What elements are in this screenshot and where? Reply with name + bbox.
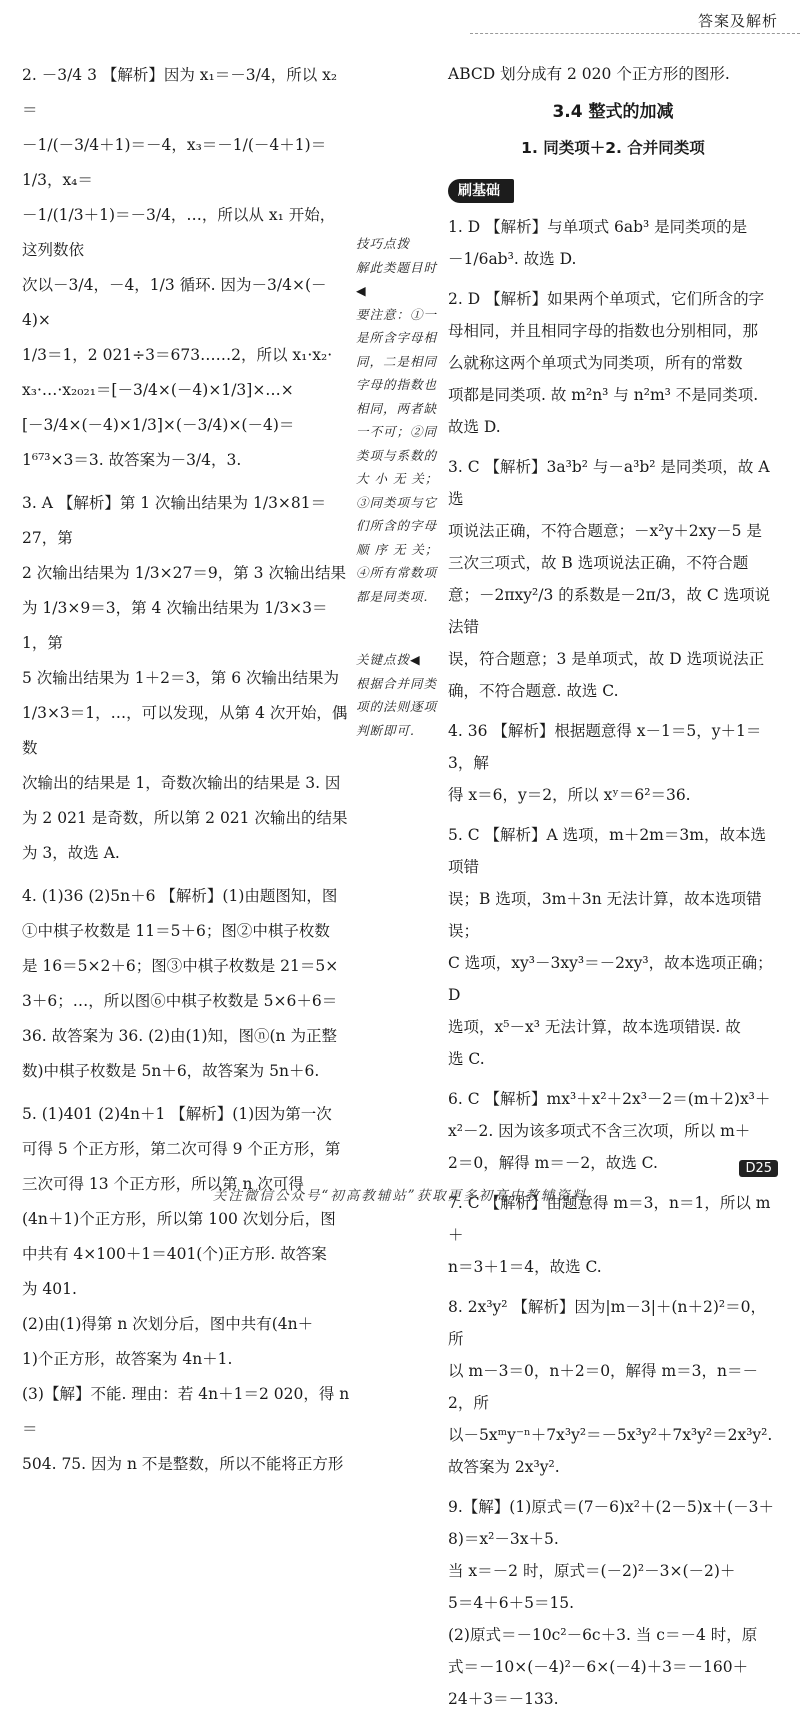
subsection-title: 1. 同类项＋2. 合并同类项 [521,139,705,157]
line: 关键点拨◀ [356,652,421,667]
line: 选项，x⁵－x³ 无法计算，故本选项错误. 故 [448,1018,741,1036]
line: 1/3×3＝1，…，可以发现，从第 4 次开始，偶数 [22,704,348,757]
line: 是 16＝5×2＋6；图③中棋子枚数是 21＝5× [22,957,339,975]
line: 次以－3/4，－4，1/3 循环. 因为－3/4×(－4)× [22,276,327,329]
line: 8. 2x³y² 【解析】因为|m－3|＋(n＋2)²＝0，所 [448,1298,766,1348]
line: (3)【解】不能. 理由：若 4n＋1＝2 020，得 n＝ [22,1385,350,1438]
line: x²－2. 因为该多项式不含三次项，所以 m＋ [448,1122,751,1140]
line: 4. 36 【解析】根据题意得 x－1＝5，y＋1＝3，解 [448,722,762,772]
continued-text: ABCD 划分成有 2 020 个正方形的图形. [448,65,730,83]
line: (2)原式＝－10c²－6c＋3. 当 c＝－4 时，原 [448,1626,758,1644]
line: 项都是同类项. 故 m²n³ 与 n²m³ 不是同类项. [448,386,759,404]
margin-notes [356,232,442,742]
line: 误；B 选项，3m＋3n 无法计算，故本选项错误； [448,890,762,940]
line: x₃·…·x₂₀₂₁＝[－3/4×(－4)×1/3]×…× [22,381,294,399]
line: 数)中棋子枚数是 5n＋6，故答案为 5n＋6. [22,1062,320,1080]
left-q4 [22,879,350,1089]
right-q6 [448,1083,778,1179]
line: －1/(1/3＋1)＝－3/4，…，所以从 x₁ 开始，这列数依 [22,206,336,259]
footer-note: 关注微信公众号“初高教辅站”获取更多初高中教辅资料 [212,1188,588,1204]
line: 技巧点拨 [356,236,411,251]
line: n＝3＋1＝4，故选 C. [448,1258,602,1276]
line: 意；－2πxy²/3 的系数是－2π/3，故 C 选项说法错 [448,586,771,636]
line: 为 401. [22,1280,77,1298]
line: 2 次输出结果为 1/3×27＝9，第 3 次输出结果 [22,564,346,582]
line: 为 2 021 是奇数，所以第 2 021 次输出的结果 [22,809,348,827]
line: 都是同类项. [356,588,429,604]
line: 为 3，故选 A. [22,844,120,862]
line: 以 m－3＝0，n＋2＝0，解得 m＝3，n＝－2，所 [448,1362,759,1412]
right-q1 [448,211,778,275]
line: (2)由(1)得第 n 次划分后，图中共有(4n＋ [22,1315,314,1333]
line: 7. C 【解析】由题意得 m＝3，n＝1，所以 m＋ [448,1194,771,1244]
left-q5 [22,1097,350,1482]
line: 三次可得 13 个正方形，所以第 n 次可得 [22,1175,304,1193]
line: 3＋6；…，所以图⑥中棋子枚数是 5×6＋6＝ [22,992,338,1010]
line: 5 次输出结果为 1＋2＝3，第 6 次输出结果为 [22,669,340,687]
line: 们所含的字母 [356,518,438,533]
line: 2＝0，解得 m＝－2，故选 C. [448,1154,658,1172]
line: 1. D 【解析】与单项式 6ab³ 是同类项的是 [448,218,748,236]
line: 36. 故答案为 36. (2)由(1)知，图ⓝ(n 为正整 [22,1027,337,1045]
left-column [22,58,350,1490]
line: 相同，两者缺 [356,400,438,416]
line: 要注意：①一 [356,306,438,322]
line: 确，不符合题意. 故选 C. [448,682,619,700]
line: －1/(－3/4＋1)＝－4，x₃＝－1/(－4＋1)＝1/3，x₄＝ [22,136,327,189]
line: 式＝－10×(－4)²－6×(－4)＋3＝－160＋ [448,1658,749,1676]
key-note [356,648,442,742]
line: ③同类项与它 [356,494,438,510]
line: 次输出的结果是 1，奇数次输出的结果是 3. 因 [22,774,341,792]
line: ④所有常数项 [356,565,438,580]
line: 可得 5 个正方形，第二次可得 9 个正方形，第 [22,1140,341,1158]
section-title: 3.4 整式的加减 [552,102,674,122]
line: 判断即可. [356,722,415,738]
left-q3 [22,486,350,871]
tip-note [356,232,442,608]
line: 5. C 【解析】A 选项，m＋2m＝3m，故本选项错 [448,826,766,876]
line: 以－5xᵐy⁻ⁿ＋7x³y²＝－5x³y²＋7x³y²＝2x³y². [448,1426,773,1444]
line: 1⁶⁷³×3＝3. 故答案为－3/4，3. [22,451,242,469]
line: 一不可；②同 [356,424,438,439]
line: 类项与系数的 [356,447,438,463]
line: 么就称这两个单项式为同类项，所有的常数 [448,354,743,372]
right-column [448,58,778,1723]
right-q3 [448,451,778,707]
page-number: D25 [739,1160,778,1177]
line: 24＋3＝－133. [448,1690,559,1708]
line: 选 C. [448,1050,485,1068]
line: 2. D 【解析】如果两个单项式，它们所含的字 [448,290,765,308]
header-title: 答案及解析 [697,12,778,30]
line: 5. (1)401 (2)4n＋1 【解析】(1)因为第一次 [22,1105,332,1123]
line: C 选项，xy³－3xy³＝－2xy³，故本选项正确；D [448,954,773,1004]
header-divider [470,33,800,34]
line: －1/6ab³. 故选 D. [448,250,577,268]
line: 3. A 【解析】第 1 次输出结果为 1/3×81＝27，第 [22,494,327,547]
line: 3. C 【解析】3a³b² 与－a³b² 是同类项，故 A 选 [448,458,770,508]
line: 解此类题目时◀ [356,259,438,298]
line: 同，二是相同 [356,353,438,369]
right-q2 [448,283,778,443]
line: ①中棋子枚数是 11＝5＋6；图②中棋子枚数 [22,922,330,940]
right-q4 [448,715,778,811]
line: 得 x＝6，y＝2，所以 xʸ＝6²＝36. [448,786,691,804]
line: 2. －3/4 3 【解析】因为 x₁＝－3/4，所以 x₂＝ [22,66,338,119]
line: 故答案为 2x³y². [448,1458,560,1476]
line: 当 x＝－2 时，原式＝(－2)²－3×(－2)＋ [448,1562,736,1580]
line: (4n＋1)个正方形，所以第 100 次划分后，图 [22,1210,336,1228]
line: 5＝4＋6＋5＝15. [448,1594,575,1612]
basic-badge: 刷基础 [448,179,514,203]
line: 根据合并同类 [356,675,438,691]
right-q5 [448,819,778,1075]
line: 项说法正确，不符合题意；－x²y＋2xy－5 是 [448,522,762,540]
line: 中共有 4×100＋1＝401(个)正方形. 故答案 [22,1245,327,1263]
line: 故选 D. [448,418,501,436]
line: 8)＝x²－3x＋5. [448,1530,559,1548]
line: 母相同，并且相同字母的指数也分别相同，那 [448,322,759,340]
line: 大 小 无 关； [356,471,439,486]
line: 误，符合题意；3 是单项式，故 D 选项说法正 [448,650,765,668]
line: 1/3＝1，2 021÷3＝673……2，所以 x₁·x₂· [22,346,333,364]
line: [－3/4×(－4)×1/3]×(－3/4)×(－4)＝ [22,416,295,434]
line: 9.【解】(1)原式＝(7－6)x²＋(2－5)x＋(－3＋ [448,1498,774,1516]
line: 4. (1)36 (2)5n＋6 【解析】(1)由题图知，图 [22,887,338,905]
line: 三次三项式，故 B 选项说法正确，不符合题 [448,554,749,572]
line: 项的法则逐项 [356,699,438,714]
line: 504. 75. 因为 n 不是整数，所以不能将正方形 [22,1455,344,1473]
right-q9 [448,1491,778,1715]
right-q8 [448,1291,778,1483]
line: 为 1/3×9＝3，第 4 次输出结果为 1/3×3＝1，第 [22,599,328,652]
line: 字母的指数也 [356,377,438,392]
line: 6. C 【解析】mx³＋x²＋2x³－2＝(m＋2)x³＋ [448,1090,771,1108]
left-q2 [22,58,350,478]
line: 1)个正方形，故答案为 4n＋1. [22,1350,233,1368]
line: 顺 序 无 关； [356,541,439,557]
line: 是所含字母相 [356,330,438,345]
